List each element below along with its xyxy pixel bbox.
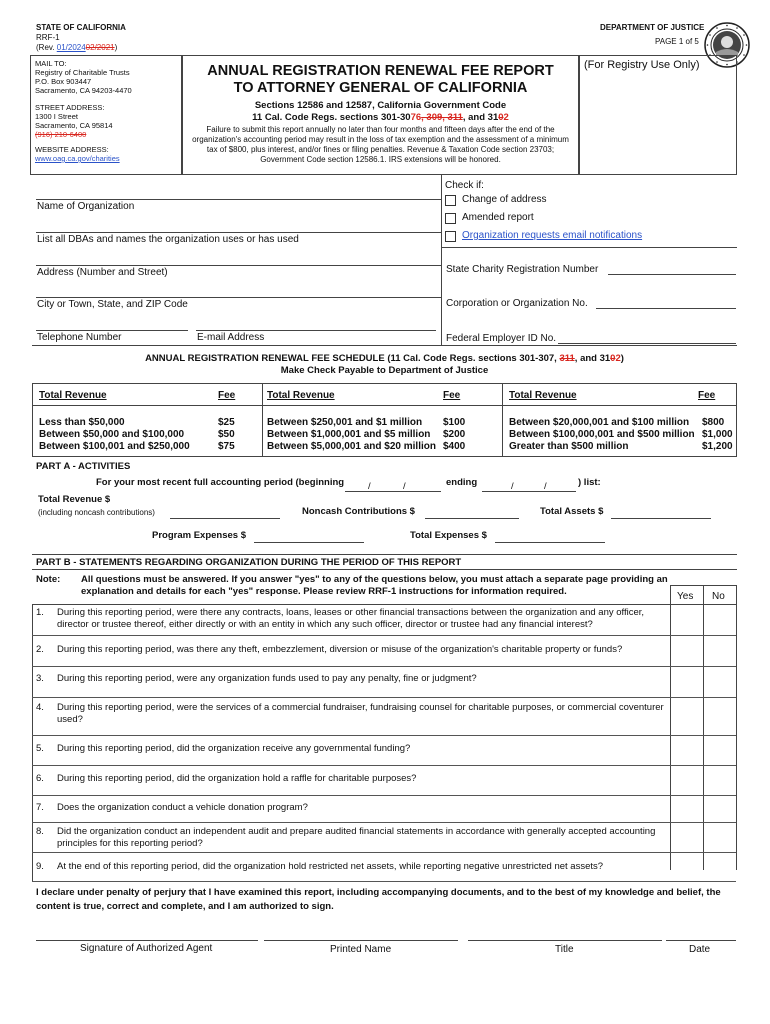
website-link[interactable]: www.oag.ca.gov/charities xyxy=(35,154,120,163)
dba-line[interactable] xyxy=(36,232,441,233)
fee-amount: $25 xyxy=(218,417,235,428)
fee-range: Between $100,001 and $250,000 xyxy=(39,441,190,452)
signature-label: Signature of Authorized Agent xyxy=(80,943,213,954)
part-b-title: PART B - STATEMENTS REGARDING ORGANIZATION DURING THE PERIOD OF THIS REPORT xyxy=(36,557,462,568)
gov-code-sections: Sections 12586 and 12587, California Government Code xyxy=(254,100,507,111)
corp-no-line[interactable] xyxy=(596,308,736,309)
question-number: 9. xyxy=(36,861,44,872)
late-filing-notice: Failure to submit this report annually no later than four months and fifteen days after the end of the organization's accounting period may result in the loss of tax exemption and the assessment of a minimum tax of $800, plus interest, and/or fines or filing penalties. Revenue & Taxation Code section 23703; Government Code section 12586.1. IRS extensions will be honored. xyxy=(192,125,569,164)
mail-line-1: Registry of Charitable Trusts xyxy=(35,68,130,77)
no-answer-column[interactable] xyxy=(704,605,736,881)
question-row xyxy=(32,736,736,766)
col1-revenue-header: Total Revenue xyxy=(39,390,107,401)
fee-amount: $75 xyxy=(218,441,235,452)
question-row xyxy=(32,766,736,796)
fee-range: Less than $50,000 xyxy=(39,417,125,428)
question-text: Does the organization conduct a vehicle donation program? xyxy=(57,802,308,813)
col2-fee-header: Fee xyxy=(443,390,461,401)
yes-no-top xyxy=(670,585,737,586)
total-expenses-line[interactable] xyxy=(495,542,605,543)
email-line[interactable] xyxy=(196,330,436,331)
col3-revenue-header: Total Revenue xyxy=(509,390,577,401)
printed-name-line[interactable] xyxy=(264,940,458,941)
street-label: STREET ADDRESS: xyxy=(35,103,105,112)
fee-schedule-heading xyxy=(32,353,737,365)
fee-amount: $800 xyxy=(702,417,725,428)
date-slash: / xyxy=(368,481,371,492)
amended-report-checkbox[interactable] xyxy=(445,213,456,224)
fee-range: Greater than $500 million xyxy=(509,441,629,452)
question-number: 3. xyxy=(36,673,44,684)
change-address-checkbox[interactable] xyxy=(445,195,456,206)
fee-table-header-line xyxy=(32,405,737,406)
form-title xyxy=(182,63,579,97)
noncash-label: Noncash Contributions $ xyxy=(302,506,415,517)
date-line[interactable] xyxy=(666,940,736,941)
street-line-2: Sacramento, CA 95814 xyxy=(35,121,113,130)
no-column-right xyxy=(736,585,737,870)
note-label: Note: xyxy=(36,574,61,585)
begin-date-line[interactable] xyxy=(345,491,441,492)
question-text: Did the organization conduct an independent audit and prepare audited financial statements in accordance with generally accepted accounting principles for this reporting period? xyxy=(57,826,656,849)
mail-line-3: Sacramento, CA 94203-4470 xyxy=(35,86,132,95)
org-name-line[interactable] xyxy=(36,199,441,200)
list-label: ) list: xyxy=(578,477,601,488)
email-notifications-label: Organization requests email notifications xyxy=(462,230,643,241)
regs-b: 76 xyxy=(410,112,422,123)
rev-suffix: ) xyxy=(114,43,118,52)
regs-c: , 309, 311 xyxy=(421,112,463,123)
question-row xyxy=(32,698,736,736)
regs-f: 2 xyxy=(503,112,509,123)
mail-to-block xyxy=(35,59,132,163)
question-text: During this reporting period, were any organization funds used to pay any penalty, fine or judgment? xyxy=(57,673,477,684)
fee-range: Between $100,000,001 and $500 million xyxy=(509,429,695,440)
fee-amount: $200 xyxy=(443,429,466,440)
regs-a: 11 Cal. Code Regs. sections 301-30 xyxy=(252,112,411,123)
rev-old: 02/2021 xyxy=(85,43,115,52)
fee-amount: $100 xyxy=(443,417,466,428)
payable-to: Make Check Payable to Department of Justice xyxy=(280,365,489,376)
address-line[interactable] xyxy=(36,265,441,266)
fee-range: Between $50,000 and $100,000 xyxy=(39,429,185,440)
declaration-text: I declare under penalty of perjury that I have examined this report, including accompanying documents, and to the best of my knowledge and belief, the content is true, correct and complete, and I am authorized to sign. xyxy=(36,887,721,912)
question-text: During this reporting period, were there any contracts, loans, leases or other financial transactions between the organization and any officer, director or trustee thereof, either directly or with an entity in which any such officer, director or trustee had any financial interest? xyxy=(57,607,645,630)
fee-amount: $1,200 xyxy=(702,441,733,452)
fee-amount: $1,000 xyxy=(702,429,733,440)
fs-title-strike: 311 xyxy=(559,353,575,364)
col2-revenue-header: Total Revenue xyxy=(267,390,335,401)
yes-answer-column[interactable] xyxy=(671,605,703,881)
telephone-label: Telephone Number xyxy=(37,332,122,343)
check-section-bottom xyxy=(441,247,737,248)
question-text: During this reporting period, did the organization receive any governmental funding? xyxy=(57,743,411,754)
part-a-title: PART A - ACTIVITIES xyxy=(36,461,131,472)
title-label: Title xyxy=(555,944,574,955)
fee-range: Between $1,000,001 and $5 million xyxy=(267,429,431,440)
mail-to-label: MAIL TO: xyxy=(35,59,67,68)
question-number: 8. xyxy=(36,826,44,837)
regs-sections xyxy=(182,112,579,124)
program-expenses-line[interactable] xyxy=(254,542,364,543)
question-row xyxy=(32,636,736,667)
page-number: PAGE 1 of 5 xyxy=(655,37,699,46)
total-assets-label: Total Assets $ xyxy=(540,506,604,517)
fein-label: Federal Employer ID No. xyxy=(446,333,557,344)
dba-label: List all DBAs and names the organization uses or has used xyxy=(37,234,299,245)
charity-reg-label: State Charity Registration Number xyxy=(446,264,599,275)
mail-line-2: P.O. Box 903447 xyxy=(35,77,92,86)
fee-range: Between $20,000,001 and $100 million xyxy=(509,417,690,428)
form-id: RRF-1 xyxy=(36,33,60,42)
end-date-line[interactable] xyxy=(482,491,576,492)
question-row xyxy=(32,667,736,698)
amended-report-label: Amended report xyxy=(462,212,534,223)
city-line[interactable] xyxy=(36,297,441,298)
note-text: All questions must be answered. If you answer "yes" to any of the questions below, you must attach a separate page providing an explanation and details for each "yes" response. Please review RRF-1 instructions for information required. xyxy=(81,574,668,597)
fee-range: Between $250,001 and $1 million xyxy=(267,417,423,428)
fee-amount: $50 xyxy=(218,429,235,440)
phone-old: (916) 210-6400 xyxy=(35,130,87,139)
col3-fee-header: Fee xyxy=(698,390,716,401)
rev-new: 01/2024 xyxy=(56,43,86,52)
noncash-line[interactable] xyxy=(425,518,519,519)
question-text: During this reporting period, was there any theft, embezzlement, diversion or misuse of the organization's charitable property or funds? xyxy=(57,644,623,655)
email-notifications-checkbox[interactable] xyxy=(445,231,456,242)
part-b-title-line xyxy=(32,569,737,570)
department-label: DEPARTMENT OF JUSTICE xyxy=(600,23,705,32)
fee-table-div-1 xyxy=(262,383,263,457)
incl-noncash-label: (including noncash contributions) xyxy=(38,508,155,517)
street-line-1: 1300 I Street xyxy=(35,112,78,121)
col1-fee-header: Fee xyxy=(218,390,236,401)
question-text: During this reporting period, were the services of a commercial fundraiser, fundraising counsel for charitable purposes, or commercial coventurer used? xyxy=(57,702,664,725)
fs-title-c: ) xyxy=(620,353,624,364)
question-number: 4. xyxy=(36,702,44,713)
registry-use-box xyxy=(579,55,737,175)
date-slash: / xyxy=(403,481,406,492)
program-expenses-label: Program Expenses $ xyxy=(152,530,246,541)
question-number: 2. xyxy=(36,644,44,655)
regs-e: 0 xyxy=(498,112,504,123)
title-line-1: ANNUAL REGISTRATION RENEWAL FEE REPORT xyxy=(207,63,554,79)
regs-d: , and 31 xyxy=(462,112,499,123)
fein-line[interactable] xyxy=(558,343,736,344)
part-b-top xyxy=(32,554,737,555)
question-number: 1. xyxy=(36,607,44,618)
org-info-divider xyxy=(441,175,442,345)
fs-title-red-new: 2 xyxy=(615,353,621,364)
yes-header: Yes xyxy=(677,591,694,602)
fs-title-a: ANNUAL REGISTRATION RENEWAL FEE SCHEDULE (11 Cal. Code Regs. sections 301-307, xyxy=(145,353,560,364)
period-label: For your most recent full accounting period (beginning xyxy=(96,477,345,488)
fee-schedule-top xyxy=(32,345,737,346)
total-expenses-label: Total Expenses $ xyxy=(410,530,487,541)
fs-title-red-old: 0 xyxy=(610,353,616,364)
printed-name-label: Printed Name xyxy=(330,944,392,955)
question-number: 7. xyxy=(36,802,44,813)
title-citations xyxy=(182,100,579,124)
ending-label: ending xyxy=(446,477,478,488)
fee-range: Between $5,000,001 and $20 million xyxy=(267,441,436,452)
telephone-line[interactable] xyxy=(36,330,188,331)
signature-line[interactable] xyxy=(36,940,258,941)
rev-prefix: (Rev. xyxy=(36,43,57,52)
total-revenue-label: Total Revenue $ xyxy=(38,494,111,505)
address-label: Address (Number and Street) xyxy=(37,267,168,278)
corp-no-label: Corporation or Organization No. xyxy=(446,298,588,309)
title-line[interactable] xyxy=(468,940,662,941)
no-header: No xyxy=(712,591,725,602)
state-label: STATE OF CALIFORNIA xyxy=(36,23,126,32)
question-number: 6. xyxy=(36,773,44,784)
charity-reg-line[interactable] xyxy=(608,274,736,275)
question-number: 5. xyxy=(36,743,44,754)
website-label: WEBSITE ADDRESS: xyxy=(35,145,109,154)
date-slash: / xyxy=(544,481,547,492)
fee-amount: $400 xyxy=(443,441,466,452)
total-assets-line[interactable] xyxy=(611,518,711,519)
fee-schedule-title xyxy=(32,353,737,377)
question-row xyxy=(32,853,736,882)
question-row xyxy=(32,796,736,823)
question-row xyxy=(32,823,736,853)
question-text: At the end of this reporting period, did the organization hold restricted net assets, while reporting negative unrestricted net assets? xyxy=(57,861,604,872)
check-if-label: Check if: xyxy=(445,180,484,191)
org-name-label: Name of Organization xyxy=(37,201,135,212)
question-text: During this reporting period, did the organization hold a raffle for charitable purposes? xyxy=(57,773,417,784)
title-line-2: TO ATTORNEY GENERAL OF CALIFORNIA xyxy=(233,80,528,96)
registry-use-label: (For Registry Use Only) xyxy=(584,59,700,71)
question-row xyxy=(32,604,736,636)
revision-date xyxy=(36,43,117,53)
date-label: Date xyxy=(689,944,711,955)
fs-title-b: , and 31 xyxy=(574,353,611,364)
city-label: City or Town, State, and ZIP Code xyxy=(37,299,188,310)
change-address-label: Change of address xyxy=(462,194,547,205)
total-revenue-line[interactable] xyxy=(170,518,280,519)
fee-table-div-2 xyxy=(502,383,503,457)
date-slash: / xyxy=(511,481,514,492)
email-address-label: E-mail Address xyxy=(197,332,265,343)
